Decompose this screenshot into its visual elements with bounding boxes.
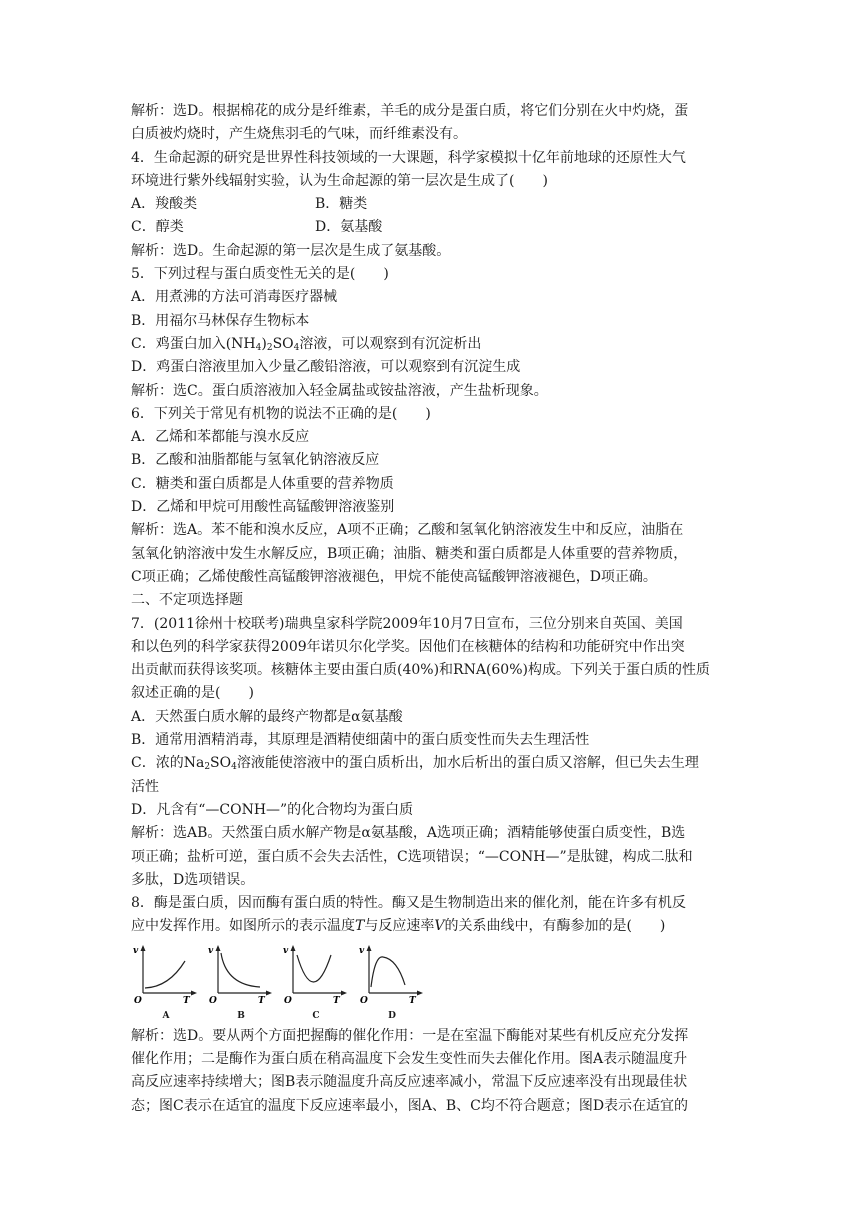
origin-label: O xyxy=(209,995,217,1003)
y-arrow xyxy=(291,945,296,951)
graph-row xyxy=(131,943,735,1023)
graph-a-plot xyxy=(131,943,201,1003)
graph-d xyxy=(357,943,427,1023)
curve-c xyxy=(297,955,331,982)
text-line: 解析：选D。生命起源的第一层次是生成了氨基酸。 xyxy=(131,242,451,259)
text-line: 解析：选A。苯不能和溴水反应，A项不正确；乙酸和氢氧化钠溶液发生中和反应，油脂在 xyxy=(131,522,684,539)
graph-c xyxy=(281,943,351,1023)
curve-d xyxy=(371,957,405,987)
graph-label-b: B xyxy=(237,1010,245,1021)
graph-a xyxy=(131,943,201,1023)
text-line: 解析：选AB。天然蛋白质水解产物是α氨基酸，A选项正确；酒精能够使蛋白质变性，B选 xyxy=(131,825,686,842)
document-page xyxy=(131,100,735,1118)
axis-label-v: v xyxy=(283,945,289,956)
option-c: C．醇类 xyxy=(131,219,184,236)
text-line: 叙述正确的是( ) xyxy=(131,685,254,702)
graph-c-plot xyxy=(281,943,351,1003)
question-7: 7．(2011徐州十校联考)瑞典皇家科学院2009年10月7日宣布，三位分别来自英国、美国 xyxy=(131,615,683,632)
axis-label-t: T xyxy=(409,995,416,1003)
text-line: B．通常用酒精消毒，其原理是酒精使细菌中的蛋白质变性而失去生理活性 xyxy=(131,732,590,749)
y-arrow xyxy=(216,945,221,951)
text-line: 出贡献而获得该奖项。核糖体主要由蛋白质(40%)和RNA(60%)构成。下列关于蛋白质的性质 xyxy=(131,662,710,679)
origin-label: O xyxy=(284,995,292,1003)
option-a: A．羧酸类 xyxy=(131,196,198,213)
text-line: 高反应速率持续增大；图B表示随温度升高反应速率减小，常温下反应速率没有出现最佳状 xyxy=(131,1074,688,1091)
text-line: D．乙烯和甲烷可用酸性高锰酸钾溶液鉴别 xyxy=(131,499,395,516)
text-line: B．用福尔马林保存生物标本 xyxy=(131,312,310,329)
y-arrow xyxy=(141,945,146,951)
axis-label-v: v xyxy=(359,945,365,956)
origin-label: O xyxy=(360,995,368,1003)
text-line: C．糖类和蛋白质都是人体重要的营养物质 xyxy=(131,475,394,492)
text-line: 多肽，D选项错误。 xyxy=(131,871,255,888)
axis-label-t: T xyxy=(333,995,340,1003)
text-line: 解析：选D。根据棉花的成分是纤维素，羊毛的成分是蛋白质，将它们分别在火中灼烧，蛋 xyxy=(131,103,689,119)
text-line: D．鸡蛋白溶液里加入少量乙酸铅溶液，可以观察到有沉淀生成 xyxy=(131,359,521,376)
question-5: 5．下列过程与蛋白质变性无关的是( ) xyxy=(131,266,389,283)
q7-option-c: C．浓的$Na_2SO_4$溶液能使溶液中的蛋白质析出，加水后析出的蛋白质又溶解，但已失去生理 xyxy=(131,755,699,773)
text-line: 态；图C表示在适宜的温度下反应速率最小，图A、B、C均不符合题意；图D表示在适宜的 xyxy=(131,1097,689,1114)
axis-label-t: T xyxy=(183,995,190,1003)
x-arrow xyxy=(191,990,197,995)
graph-b-plot xyxy=(206,943,276,1003)
text-line: A．天然蛋白质水解的最终产物都是α氨基酸 xyxy=(131,708,403,725)
question-6: 6．下列关于常见有机物的说法不正确的是( ) xyxy=(131,405,431,422)
text-line: 应中发挥作用。如图所示的表示温度T与反应速率V的关系曲线中，有酶参加的是( ) xyxy=(131,918,666,935)
axis-label-t: T xyxy=(258,995,265,1003)
option-d: D．氨基酸 xyxy=(315,219,383,236)
q4-options-row-2 xyxy=(131,216,735,239)
text-line: 活性 xyxy=(131,778,159,795)
axis-label-v: v xyxy=(133,945,139,956)
text-line: 解析：选D。要从两个方面把握酶的催化作用：一是在室温下酶能对某些有机反应充分发挥 xyxy=(131,1027,689,1044)
graph-b xyxy=(206,943,276,1023)
graph-d-plot xyxy=(357,943,427,1003)
q5-option-c: C．鸡蛋白加入$(NH_4)_2SO_4$溶液，可以观察到有沉淀析出 xyxy=(131,335,482,353)
x-arrow xyxy=(266,990,272,995)
text-line: 白质被灼烧时，产生烧焦羽毛的气味，而纤维素没有。 xyxy=(131,126,467,143)
y-arrow xyxy=(367,945,372,951)
x-arrow xyxy=(341,990,347,995)
question-4: 4．生命起源的研究是世界性科技领域的一大课题，科学家模拟十亿年前地球的还原性大气 xyxy=(131,149,686,166)
section-heading: 二、不定项选择题 xyxy=(131,592,243,609)
text-line: 解析：选C。蛋白质溶液加入轻金属盐或铵盐溶液，产生盐析现象。 xyxy=(131,382,548,399)
text-line: A．乙烯和苯都能与溴水反应 xyxy=(131,429,310,446)
q4-options-row-1 xyxy=(131,193,735,216)
text-line: 催化作用；二是酶作为蛋白质在稍高温度下会发生变性而失去催化作用。图A表示随温度升 xyxy=(131,1050,688,1067)
text-line: 环境进行紫外线辐射实验，认为生命起源的第一层次是生成了( ) xyxy=(131,172,548,189)
option-b: B．糖类 xyxy=(315,196,368,213)
text-line: 项正确；盐析可逆，蛋白质不会失去活性，C选项错误；“—CONH—”是肽键，构成二肽和 xyxy=(131,848,693,865)
text-line: B．乙酸和油脂都能与氢氧化钠溶液反应 xyxy=(131,452,380,469)
curve-b xyxy=(221,953,260,987)
graph-label-c: C xyxy=(312,1010,320,1021)
text-line: 和以色列的科学家获得2009年诺贝尔化学奖。因他们在核糖体的结构和功能研究中作出突 xyxy=(131,638,685,655)
axis-label-v: v xyxy=(208,945,214,956)
curve-a xyxy=(145,961,185,988)
x-arrow xyxy=(417,990,423,995)
origin-label: O xyxy=(134,995,142,1003)
graph-label-a: A xyxy=(162,1010,170,1021)
text-line: C项正确；乙烯使酸性高锰酸钾溶液褪色，甲烷不能使高锰酸钾溶液褪色，D项正确。 xyxy=(131,568,657,585)
text-line: D．凡含有“—CONH—”的化合物均为蛋白质 xyxy=(131,801,414,818)
text-line: A．用煮沸的方法可消毒医疗器械 xyxy=(131,289,338,306)
question-8: 8．酶是蛋白质，因而酶有蛋白质的特性。酶又是生物制造出来的催化剂，能在许多有机反 xyxy=(131,895,686,912)
graph-label-d: D xyxy=(388,1010,396,1021)
text-line: 氢氧化钠溶液中发生水解反应，B项正确；油脂、糖类和蛋白质都是人体重要的营养物质， xyxy=(131,545,688,562)
